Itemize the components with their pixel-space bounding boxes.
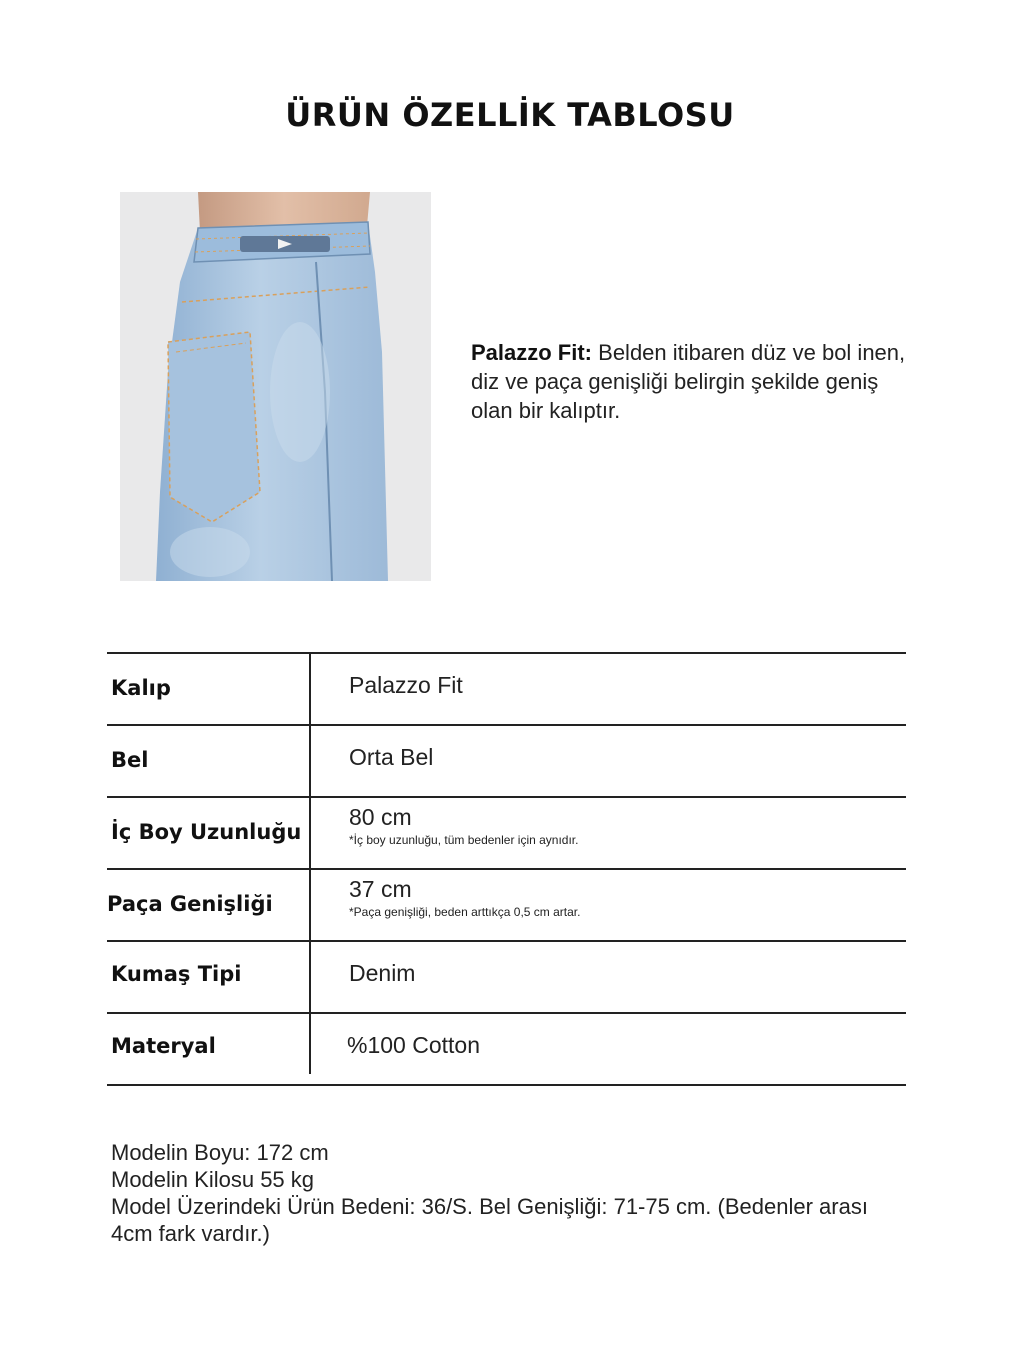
spec-row-paca	[107, 868, 906, 940]
spec-row-kumas	[107, 940, 906, 1012]
product-photo-jeans	[120, 192, 431, 581]
spec-value: Orta Bel	[349, 744, 434, 770]
spec-value: Palazzo Fit	[349, 672, 463, 698]
spec-value-group	[349, 876, 580, 919]
spec-value: %100 Cotton	[347, 1032, 480, 1058]
spec-row-ic-boy	[107, 796, 906, 868]
fit-name: Palazzo Fit:	[471, 340, 593, 365]
jeans-illustration	[120, 192, 431, 581]
fit-description	[471, 338, 921, 425]
model-height: Modelin Boyu: 172 cm	[111, 1140, 329, 1165]
page-title: ÜRÜN ÖZELLİK TABLOSU	[285, 96, 735, 134]
spec-value: Denim	[349, 960, 416, 986]
spec-label: Materyal	[111, 1034, 216, 1058]
spec-row-kalip	[107, 652, 906, 724]
fit-description-text: Belden itibaren düz ve bol inen, diz ve paça genişliği belirgin şekilde geniş olan bir kalıptır.	[471, 340, 906, 423]
model-info	[111, 1139, 911, 1247]
spec-note: *İç boy uzunluğu, tüm bedenler için aynıdır.	[349, 833, 579, 847]
spec-value-group	[349, 804, 578, 847]
spec-label: Paça Genişliği	[107, 892, 273, 916]
spec-note: *Paça genişliği, beden arttıkça 0,5 cm artar.	[349, 905, 581, 919]
spec-label: İç Boy Uzunluğu	[111, 820, 302, 844]
spec-value: 37 cm	[349, 876, 412, 902]
spec-label: Kalıp	[111, 676, 171, 700]
spec-value: 80 cm	[349, 804, 412, 830]
spec-label: Kumaş Tipi	[111, 962, 242, 986]
spec-table	[107, 652, 906, 1086]
model-weight: Modelin Kilosu 55 kg	[111, 1167, 315, 1192]
spec-row-bel	[107, 724, 906, 796]
model-size-info: Model Üzerindeki Ürün Bedeni: 36/S. Bel Genişliği: 71-75 cm. (Bedenler arası 4cm fark vardır.)	[111, 1194, 868, 1246]
spec-label: Bel	[111, 748, 149, 772]
spec-row-materyal	[107, 1012, 906, 1086]
